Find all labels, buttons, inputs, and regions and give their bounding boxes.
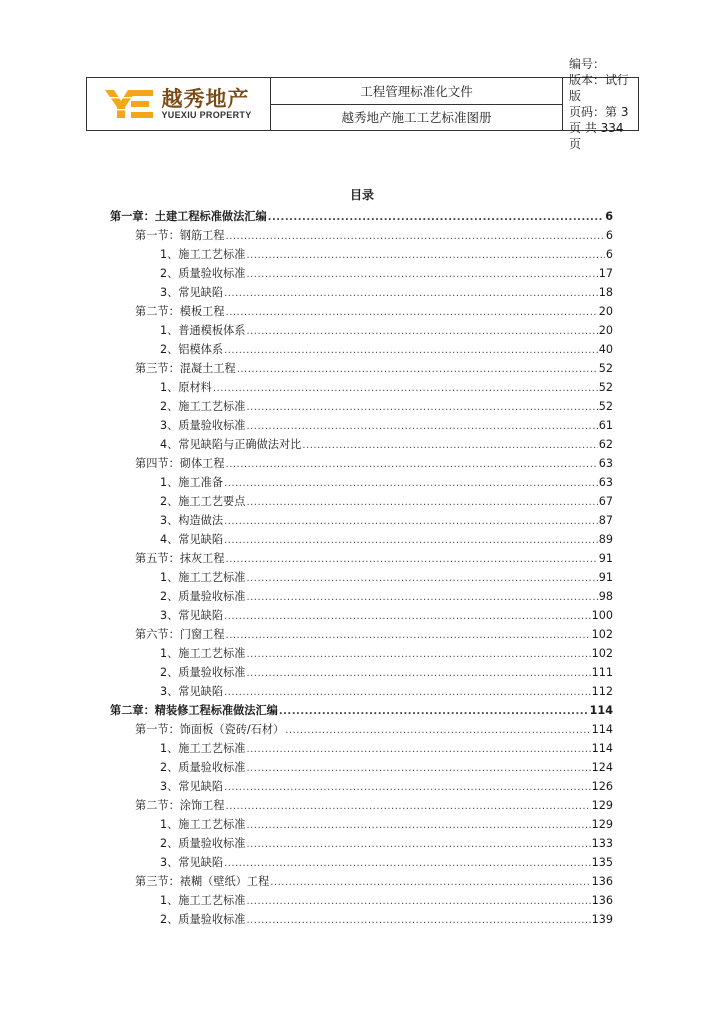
toc-dot-leader [279, 702, 589, 721]
toc-item-row[interactable] [110, 815, 613, 834]
toc-dot-leader [226, 303, 598, 322]
toc-section-row[interactable] [110, 796, 613, 815]
toc-entry-title: 3、常见缺陷 [160, 609, 224, 622]
toc-dot-leader [226, 797, 591, 816]
toc-entry-title: 1、施工工艺标准 [160, 571, 246, 584]
toc-entry-page: 102 [591, 647, 613, 660]
logo-name-cn: 越秀地产 [161, 85, 250, 111]
toc-dot-leader [246, 835, 590, 854]
toc-item-row[interactable] [110, 587, 613, 606]
toc-entry-page: 20 [598, 305, 613, 318]
toc-entry-page: 87 [598, 514, 613, 527]
toc-entry-page: 129 [591, 818, 613, 831]
toc-entry-title: 1、施工工艺标准 [160, 894, 246, 907]
toc-item-row[interactable] [110, 416, 613, 435]
toc-entry-page: 63 [598, 476, 613, 489]
doc-version: 版本：试行版 [569, 73, 630, 103]
toc-dot-leader [246, 911, 590, 930]
toc-chapter-row[interactable] [110, 207, 613, 226]
toc-entry-page: 89 [598, 533, 613, 546]
toc-entry-title: 第一节：钢筋工程 [135, 229, 225, 242]
header-title-cell [271, 78, 563, 130]
toc-entry-page: 63 [598, 457, 613, 470]
toc-dot-leader [285, 721, 590, 740]
toc-item-row[interactable] [110, 739, 613, 758]
toc-entry-page: 114 [591, 742, 613, 755]
toc-dot-leader [246, 398, 597, 417]
toc-section-row[interactable] [110, 872, 613, 891]
toc-entry-page: 112 [591, 685, 613, 698]
toc-entry-title: 3、构造做法 [160, 514, 224, 527]
toc-dot-leader [224, 683, 591, 702]
toc-entry-page: 124 [591, 761, 613, 774]
toc-dot-leader [246, 664, 590, 683]
toc-item-row[interactable] [110, 910, 613, 929]
toc-section-row[interactable] [110, 359, 613, 378]
toc-entry-page: 114 [591, 723, 613, 736]
toc-item-row[interactable] [110, 511, 613, 530]
toc-section-row[interactable] [110, 226, 613, 245]
toc-entry-page: 135 [591, 856, 613, 869]
toc-item-row[interactable] [110, 283, 613, 302]
toc-dot-leader [226, 550, 598, 569]
toc-entry-title: 1、原材料 [160, 381, 212, 394]
toc-item-row[interactable] [110, 606, 613, 625]
toc-entry-title: 2、铝模体系 [160, 343, 224, 356]
toc-entry-title: 第五节：抹灰工程 [135, 552, 225, 565]
toc-entry-title: 4、常见缺陷与正确做法对比 [160, 438, 302, 451]
toc-item-row[interactable] [110, 435, 613, 454]
company-logo [87, 78, 271, 130]
toc-dot-leader [246, 645, 590, 664]
toc-dot-leader [246, 892, 590, 911]
toc-item-row[interactable] [110, 473, 613, 492]
toc-entry-title: 第一章：土建工程标准做法汇编 [110, 210, 267, 223]
toc-dot-leader [302, 436, 597, 455]
toc-entry-title: 3、质量验收标准 [160, 419, 246, 432]
toc-entry-page: 139 [591, 913, 613, 926]
toc-title: 目录 [349, 188, 374, 202]
toc-entry-title: 第二节：模板工程 [135, 305, 225, 318]
toc-entry-page: 136 [591, 875, 613, 888]
toc-section-row[interactable] [110, 720, 613, 739]
doc-page-info: 页码：第 3 页 共 334 页 [569, 105, 629, 151]
toc-section-row[interactable] [110, 625, 613, 644]
header-meta-cell [563, 57, 638, 151]
toc-dot-leader [246, 265, 597, 284]
toc-entry-title: 1、施工工艺标准 [160, 818, 246, 831]
toc-dot-leader [246, 322, 597, 341]
toc-dot-leader [224, 531, 598, 550]
toc-entry-title: 4、常见缺陷 [160, 533, 224, 546]
toc-item-row[interactable] [110, 758, 613, 777]
toc-entry-title: 第一节：饰面板（瓷砖/石材） [135, 723, 285, 736]
toc-entry-page: 91 [598, 552, 613, 565]
toc-entry-page: 133 [591, 837, 613, 850]
toc-section-row[interactable] [110, 454, 613, 473]
toc-entry-page: 100 [591, 609, 613, 622]
toc-dot-leader [224, 854, 591, 873]
toc-dot-leader [270, 873, 590, 892]
toc-section-row[interactable] [110, 549, 613, 568]
toc-item-row[interactable] [110, 663, 613, 682]
table-of-contents [110, 207, 613, 929]
toc-section-row[interactable] [110, 302, 613, 321]
toc-entry-page: 20 [598, 324, 613, 337]
toc-entry-page: 126 [591, 780, 613, 793]
toc-entry-title: 2、质量验收标准 [160, 761, 246, 774]
toc-chapter-row[interactable] [110, 701, 613, 720]
toc-entry-title: 1、施工准备 [160, 476, 224, 489]
toc-entry-title: 3、常见缺陷 [160, 286, 224, 299]
toc-entry-page: 114 [589, 704, 613, 717]
toc-entry-page: 52 [598, 362, 613, 375]
toc-item-row[interactable] [110, 397, 613, 416]
toc-entry-page: 52 [598, 400, 613, 413]
toc-item-row[interactable] [110, 340, 613, 359]
doc-title: 越秀地产施工工艺标准图册 [341, 110, 492, 126]
toc-entry-page: 6 [605, 248, 613, 261]
toc-dot-leader [237, 360, 598, 379]
toc-entry-page: 18 [598, 286, 613, 299]
toc-entry-page: 111 [591, 666, 613, 679]
toc-entry-title: 3、常见缺陷 [160, 780, 224, 793]
toc-entry-title: 2、质量验收标准 [160, 267, 246, 280]
toc-entry-page: 98 [598, 590, 613, 603]
toc-dot-leader [224, 778, 591, 797]
toc-item-row[interactable] [110, 853, 613, 872]
toc-entry-title: 第四节：砌体工程 [135, 457, 225, 470]
toc-entry-page: 52 [598, 381, 613, 394]
toc-entry-title: 第二章：精装修工程标准做法汇编 [110, 704, 278, 717]
toc-entry-page: 6 [605, 210, 613, 223]
toc-item-row[interactable] [110, 321, 613, 340]
toc-entry-title: 1、普通模板体系 [160, 324, 246, 337]
toc-entry-title: 2、质量验收标准 [160, 590, 246, 603]
toc-dot-leader [226, 455, 598, 474]
toc-entry-page: 40 [598, 343, 613, 356]
toc-dot-leader [246, 588, 597, 607]
doc-category: 工程管理标准化文件 [271, 78, 562, 105]
toc-entry-page: 61 [598, 419, 613, 432]
toc-entry-title: 1、施工工艺标准 [160, 742, 246, 755]
toc-item-row[interactable] [110, 682, 613, 701]
toc-item-row[interactable] [110, 777, 613, 796]
toc-entry-title: 3、常见缺陷 [160, 856, 224, 869]
toc-entry-title: 1、施工工艺标准 [160, 248, 246, 261]
toc-entry-title: 2、质量验收标准 [160, 837, 246, 850]
toc-dot-leader [246, 493, 597, 512]
toc-dot-leader [213, 379, 598, 398]
toc-entry-page: 102 [591, 628, 613, 641]
toc-dot-leader [246, 740, 590, 759]
toc-entry-page: 136 [591, 894, 613, 907]
toc-entry-page: 67 [598, 495, 613, 508]
toc-entry-title: 2、质量验收标准 [160, 666, 246, 679]
toc-dot-leader [246, 759, 590, 778]
toc-entry-title: 第三节：混凝土工程 [135, 362, 236, 375]
toc-entry-page: 17 [598, 267, 613, 280]
toc-dot-leader [226, 626, 591, 645]
toc-item-row[interactable] [110, 245, 613, 264]
toc-entry-page: 62 [598, 438, 613, 451]
toc-entry-title: 第六节：门窗工程 [135, 628, 225, 641]
toc-entry-title: 第二节：涂饰工程 [135, 799, 225, 812]
toc-item-row[interactable] [110, 264, 613, 283]
toc-item-row[interactable] [110, 492, 613, 511]
toc-entry-page: 91 [598, 571, 613, 584]
toc-item-row[interactable] [110, 568, 613, 587]
toc-dot-leader [224, 474, 598, 493]
toc-dot-leader [246, 417, 597, 436]
toc-entry-title: 2、施工工艺标准 [160, 400, 246, 413]
toc-dot-leader [224, 512, 598, 531]
toc-dot-leader [268, 208, 605, 227]
yuexiu-logo-icon [105, 88, 155, 120]
toc-dot-leader [246, 246, 604, 265]
toc-entry-page: 6 [605, 229, 613, 242]
toc-dot-leader [246, 816, 590, 835]
toc-entry-title: 2、施工工艺要点 [160, 495, 246, 508]
toc-dot-leader [224, 341, 598, 360]
toc-item-row[interactable] [110, 644, 613, 663]
toc-entry-title: 1、施工工艺标准 [160, 647, 246, 660]
toc-entry-title: 2、质量验收标准 [160, 913, 246, 926]
toc-dot-leader [226, 227, 605, 246]
toc-entry-page: 129 [591, 799, 613, 812]
toc-item-row[interactable] [110, 834, 613, 853]
toc-dot-leader [224, 607, 591, 626]
toc-dot-leader [246, 569, 597, 588]
toc-dot-leader [224, 284, 598, 303]
toc-item-row[interactable] [110, 530, 613, 549]
toc-entry-title: 第三节：裱糊（壁纸）工程 [135, 875, 270, 888]
toc-item-row[interactable] [110, 891, 613, 910]
toc-entry-title: 3、常见缺陷 [160, 685, 224, 698]
document-header [86, 57, 639, 151]
logo-name-en: YUEXIU PROPERTY [161, 109, 252, 120]
toc-item-row[interactable] [110, 378, 613, 397]
doc-number-label: 编号： [569, 57, 606, 71]
